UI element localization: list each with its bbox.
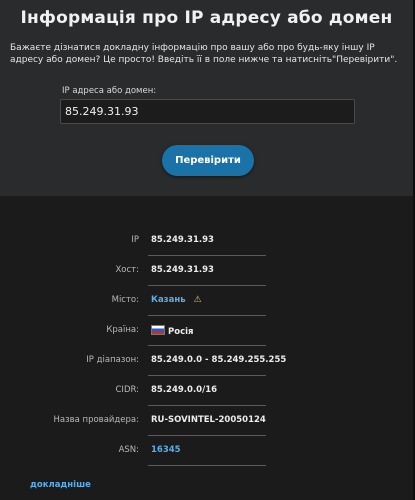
city-link[interactable]: Казань [151, 295, 186, 305]
result-row-asn [0, 436, 413, 464]
row-divider [148, 465, 266, 466]
lookup-panel [0, 0, 413, 196]
ip-field-label: IP адреса або домен: [62, 86, 157, 96]
cidr-value: 85.249.0.0/16 [151, 385, 218, 395]
result-row-city [0, 286, 413, 314]
asn-value[interactable]: 16345 [151, 445, 181, 455]
country-name: Росія [168, 327, 194, 337]
provider-value: RU-SOVINTEL-20050124 [151, 415, 266, 425]
warning-icon: ⚠ [193, 295, 202, 305]
russia-flag-icon [151, 325, 165, 335]
more-details-link[interactable]: докладніше [30, 480, 91, 490]
city-label: Місто: [111, 295, 139, 305]
ip-label: IP [131, 235, 139, 245]
page-title: Інформація про IP адресу або домен [20, 8, 393, 28]
check-button[interactable]: Перевірити [162, 145, 254, 176]
host-value: 85.249.31.93 [151, 265, 214, 275]
cidr-label: CIDR: [115, 385, 139, 395]
result-row-cidr [0, 376, 413, 404]
result-row-host [0, 256, 413, 284]
result-row-provider [0, 406, 413, 434]
host-label: Хост: [115, 265, 139, 275]
range-label: IP діапазон: [86, 355, 139, 365]
provider-label: Назва провайдера: [53, 415, 139, 425]
range-value: 85.249.0.0 - 85.249.255.255 [151, 355, 287, 365]
result-row-ip [0, 226, 413, 254]
city-value[interactable] [151, 295, 202, 305]
intro-text: Бажаєте дізнатися докладну інформацію про вашу або про будь-яку іншу IP адресу або домен? Це просто! Введіть її в поле нижче та натисніть"Перевірити". [10, 43, 398, 65]
ip-domain-input[interactable] [60, 99, 355, 124]
asn-label: ASN: [118, 445, 139, 455]
country-value [151, 325, 193, 337]
result-row-country [0, 316, 413, 344]
country-label: Країна: [106, 325, 139, 335]
result-row-range [0, 346, 413, 374]
ip-value: 85.249.31.93 [151, 235, 214, 245]
